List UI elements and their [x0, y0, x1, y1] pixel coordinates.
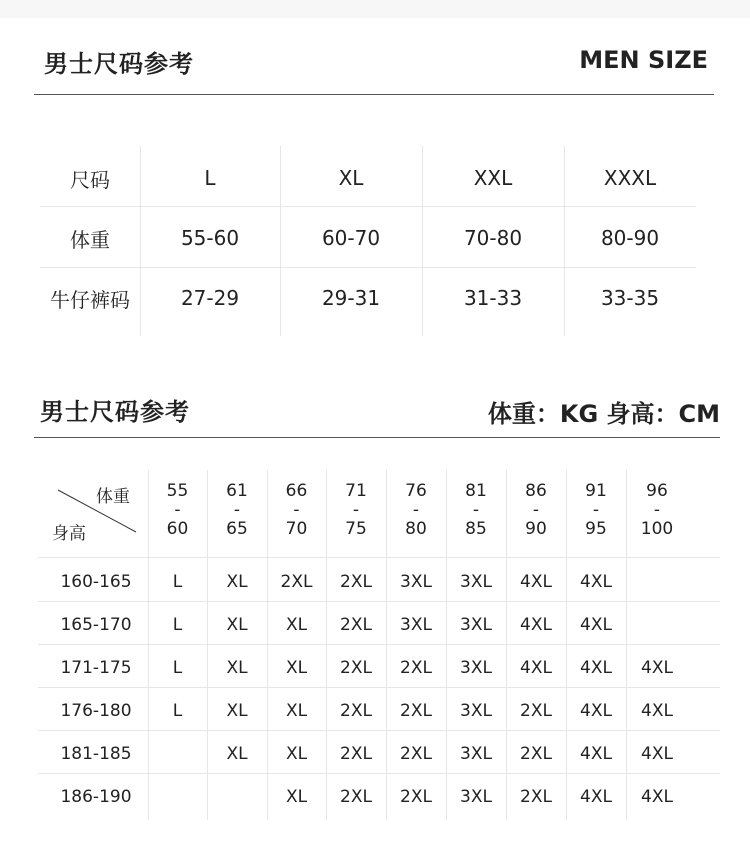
size-cell: 4XL — [641, 657, 673, 678]
weight-high: 60 — [166, 519, 189, 539]
section2-divider — [34, 437, 720, 438]
size-cell: 4XL — [580, 786, 612, 807]
weight-high: 85 — [465, 519, 487, 539]
weight-low: 76 — [405, 481, 427, 501]
section2-units-label: 体重：KG 身高：CM — [487, 400, 720, 428]
size-cell: 2XL — [340, 700, 372, 721]
weight-range-header — [626, 482, 688, 539]
weight-sep: - — [293, 500, 300, 520]
height-range-label: 171-175 — [60, 657, 132, 678]
size-cell — [626, 560, 688, 603]
size-cell: XL — [285, 700, 308, 721]
size-cell: 4XL — [641, 786, 673, 807]
size-cell: L — [172, 700, 183, 721]
row-label: 牛仔裤码 — [50, 287, 130, 312]
table-cell: 31-33 — [463, 286, 523, 310]
weight-sep: - — [472, 500, 480, 520]
height-range-label: 176-180 — [60, 700, 132, 721]
table-cell: L — [204, 166, 216, 190]
table-cell: 80-90 — [600, 226, 660, 250]
weight-sep: - — [653, 500, 661, 520]
size-cell: 2XL — [520, 700, 552, 721]
size-cell: 3XL — [460, 786, 492, 807]
weight-low: 71 — [345, 481, 367, 501]
top-strip — [0, 0, 750, 18]
weight-high: 100 — [640, 519, 674, 539]
size-cell: L — [172, 657, 183, 678]
size-cell: 4XL — [580, 700, 612, 721]
size-cell: XL — [285, 743, 308, 764]
height-range-label: 165-170 — [60, 614, 132, 635]
height-range-label: 160-165 — [60, 571, 132, 592]
row-label: 尺码 — [70, 167, 110, 192]
table-cell: 27-29 — [180, 286, 240, 310]
size-cell — [626, 603, 688, 646]
size-cell: XL — [226, 657, 248, 678]
row-label: 体重 — [70, 227, 110, 252]
weight-sep: - — [352, 500, 360, 520]
size-cell: XL — [285, 614, 308, 635]
weight-low: 91 — [585, 481, 607, 501]
height-range-label: 181-185 — [60, 743, 132, 764]
weight-range-header — [267, 482, 326, 539]
size-cell: 3XL — [400, 614, 432, 635]
size-cell: 2XL — [400, 700, 432, 721]
size-cell: 4XL — [520, 571, 552, 592]
size-cell: 4XL — [641, 700, 673, 721]
size-table-height-weight — [38, 470, 720, 820]
size-cell: XL — [285, 786, 308, 807]
table-cell: 33-35 — [600, 286, 660, 310]
size-cell: 2XL — [340, 786, 372, 807]
size-cell: L — [172, 614, 183, 635]
size-cell: 2XL — [400, 743, 432, 764]
table-cell: 29-31 — [321, 286, 381, 310]
size-cell: 2XL — [400, 657, 432, 678]
weight-low: 61 — [226, 481, 248, 501]
size-cell: XL — [226, 700, 248, 721]
table-cell: XXL — [473, 166, 513, 190]
table-cell: 55-60 — [180, 226, 240, 250]
size-cell: 3XL — [460, 657, 492, 678]
size-cell: 3XL — [460, 700, 492, 721]
weight-range-header — [148, 482, 207, 539]
size-cell: 2XL — [280, 571, 313, 592]
size-cell: 3XL — [460, 571, 492, 592]
weight-high: 70 — [285, 519, 308, 539]
weight-high: 75 — [345, 519, 367, 539]
table-cell: 60-70 — [321, 226, 381, 250]
corner-weight-label: 体重 — [96, 487, 130, 507]
weight-low: 86 — [525, 481, 547, 501]
size-cell: XL — [226, 571, 248, 592]
section1-right-label: MEN SIZE — [579, 46, 708, 74]
table-cell: XL — [338, 166, 364, 190]
size-cell: 3XL — [460, 743, 492, 764]
size-cell: 2XL — [340, 657, 372, 678]
size-cell — [148, 732, 207, 775]
section1-divider — [34, 94, 714, 95]
size-cell: XL — [226, 614, 248, 635]
size-cell: 2XL — [340, 571, 372, 592]
weight-range-header — [446, 482, 506, 539]
section2-title: 男士尺码参考 — [40, 398, 190, 426]
size-cell: 4XL — [580, 571, 612, 592]
weight-high: 80 — [405, 519, 427, 539]
size-cell — [148, 775, 207, 818]
size-cell: 4XL — [520, 614, 552, 635]
weight-range-header — [506, 482, 566, 539]
weight-sep: - — [592, 500, 600, 520]
corner-diagonal-line — [38, 470, 148, 558]
weight-sep: - — [532, 500, 540, 520]
corner-height-label: 身高 — [52, 524, 86, 544]
height-range-label: 186-190 — [60, 786, 132, 807]
size-cell: XL — [285, 657, 308, 678]
size-cell: 4XL — [580, 743, 612, 764]
size-cell: L — [172, 571, 183, 592]
weight-range-header — [326, 482, 386, 539]
size-cell: 4XL — [520, 657, 552, 678]
weight-sep: - — [412, 500, 420, 520]
weight-high: 95 — [585, 519, 607, 539]
size-table-basic — [40, 146, 696, 336]
size-cell: 3XL — [460, 614, 492, 635]
size-cell: 2XL — [340, 614, 372, 635]
section1-title: 男士尺码参考 — [44, 50, 194, 78]
weight-range-header — [386, 482, 446, 539]
size-cell: 2XL — [520, 743, 552, 764]
weight-high: 90 — [525, 519, 547, 539]
size-cell: 2XL — [400, 786, 432, 807]
size-cell: 4XL — [580, 614, 612, 635]
weight-range-header — [566, 482, 626, 539]
weight-sep: - — [233, 500, 241, 520]
weight-low: 96 — [646, 481, 668, 501]
weight-low: 81 — [465, 481, 487, 501]
size-cell: 2XL — [340, 743, 372, 764]
table-cell: 70-80 — [463, 226, 523, 250]
size-cell: 2XL — [520, 786, 552, 807]
weight-low: 66 — [285, 481, 308, 501]
table-cell: XXXL — [603, 166, 657, 190]
weight-sep: - — [174, 500, 181, 520]
size-cell: 4XL — [641, 743, 673, 764]
size-cell: 3XL — [400, 571, 432, 592]
size-cell: XL — [226, 743, 248, 764]
grid-hline — [38, 557, 720, 558]
weight-low: 55 — [166, 481, 189, 501]
size-cell — [207, 775, 267, 818]
weight-high: 65 — [226, 519, 248, 539]
size-cell: 4XL — [580, 657, 612, 678]
weight-range-header — [207, 482, 267, 539]
